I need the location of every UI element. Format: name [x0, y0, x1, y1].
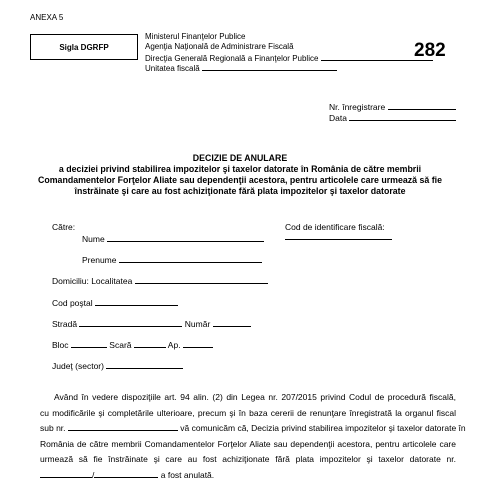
county-blank[interactable] [106, 360, 183, 369]
registration-number-blank[interactable] [388, 101, 456, 110]
apt-label: Ap. [168, 340, 181, 350]
registration-date-blank[interactable] [349, 112, 456, 121]
authority-ministry: Ministerul Finanţelor Publice [145, 32, 246, 42]
name-blank[interactable] [107, 233, 264, 242]
request-number-blank[interactable] [68, 422, 178, 431]
stair-blank[interactable] [134, 339, 166, 348]
body-line-5: urmează să fie înstrăinate şi care au fost achiziţionate fără plata impozitelor şi taxelor datorate nr. [40, 452, 456, 468]
fiscal-code-field: Cod de identificare fiscală: [285, 222, 385, 232]
sigla-box [30, 34, 138, 60]
street-field: Stradă Număr [52, 318, 251, 329]
decision-date-blank[interactable] [94, 469, 158, 478]
body-paragraph [40, 390, 456, 483]
title-line-3: înstrăinate şi care au fost achiziţionate fără plata impozitelor şi taxelor datorate [0, 186, 480, 197]
number-label: Număr [185, 319, 211, 329]
to-label: Către: [52, 222, 75, 232]
block-field: Bloc Scară Ap. [52, 339, 213, 350]
domicile-field: Domiciliu: Localitatea [52, 275, 268, 286]
sigla-label: Sigla DGRFP [59, 43, 108, 52]
title-line-2: Comandamentelor Forţelor Aliate sau dependenţii acestora, pentru articolele care urmează să fie [0, 175, 480, 186]
firstname-blank[interactable] [119, 254, 262, 263]
registration-number: Nr. înregistrare [329, 101, 456, 112]
postal-code-field: Cod poştal [52, 297, 178, 308]
annex-label: ANEXA 5 [30, 13, 63, 22]
unit-blank[interactable] [202, 62, 337, 71]
county-field: Judeţ (sector) [52, 360, 183, 371]
form-number: 282 [414, 40, 446, 62]
domicile-blank[interactable] [135, 275, 268, 284]
fiscal-code-blank[interactable] [285, 239, 392, 240]
body-line-6: / a fost anulată. [40, 468, 456, 483]
stair-label: Scară [109, 340, 131, 350]
street-blank[interactable] [79, 318, 182, 327]
firstname-field: Prenume [82, 254, 262, 265]
body-line-4: România de către membrii Comandamentelor Forţelor Aliate sau dependenţii acestora, pentru articolele care [40, 437, 456, 453]
postal-code-blank[interactable] [95, 297, 178, 306]
body-line-1: Având în vedere dispoziţiile art. 94 alin. (2) din Legea nr. 207/2015 privind Codul de procedură fiscală, [40, 390, 456, 406]
authority-unit: Unitatea fiscală [145, 62, 337, 74]
number-blank[interactable] [213, 318, 251, 327]
registration-date: Data [329, 112, 456, 123]
document-title: DECIZIE DE ANULARE [0, 153, 480, 164]
apt-blank[interactable] [183, 339, 213, 348]
authority-dgrfp: Direcţia Generală Regională a Finanţelor Publice [145, 52, 433, 64]
decision-number-blank[interactable] [40, 469, 92, 478]
body-line-3: sub nr. vă comunicăm că, Decizia privind stabilirea impozitelor şi taxelor datorate în [40, 421, 456, 437]
body-line-2: cu modificările şi completările ulterioare, precum şi în baza cererii de renunţare înregistrată la organul fiscal [40, 406, 456, 422]
block-blank[interactable] [71, 339, 107, 348]
name-field: Nume [82, 233, 264, 244]
title-line-1: a deciziei privind stabilirea impozitelor şi taxelor datorate în România de către membrii [0, 164, 480, 175]
authority-anaf: Agenţia Naţională de Administrare Fiscală [145, 42, 294, 52]
